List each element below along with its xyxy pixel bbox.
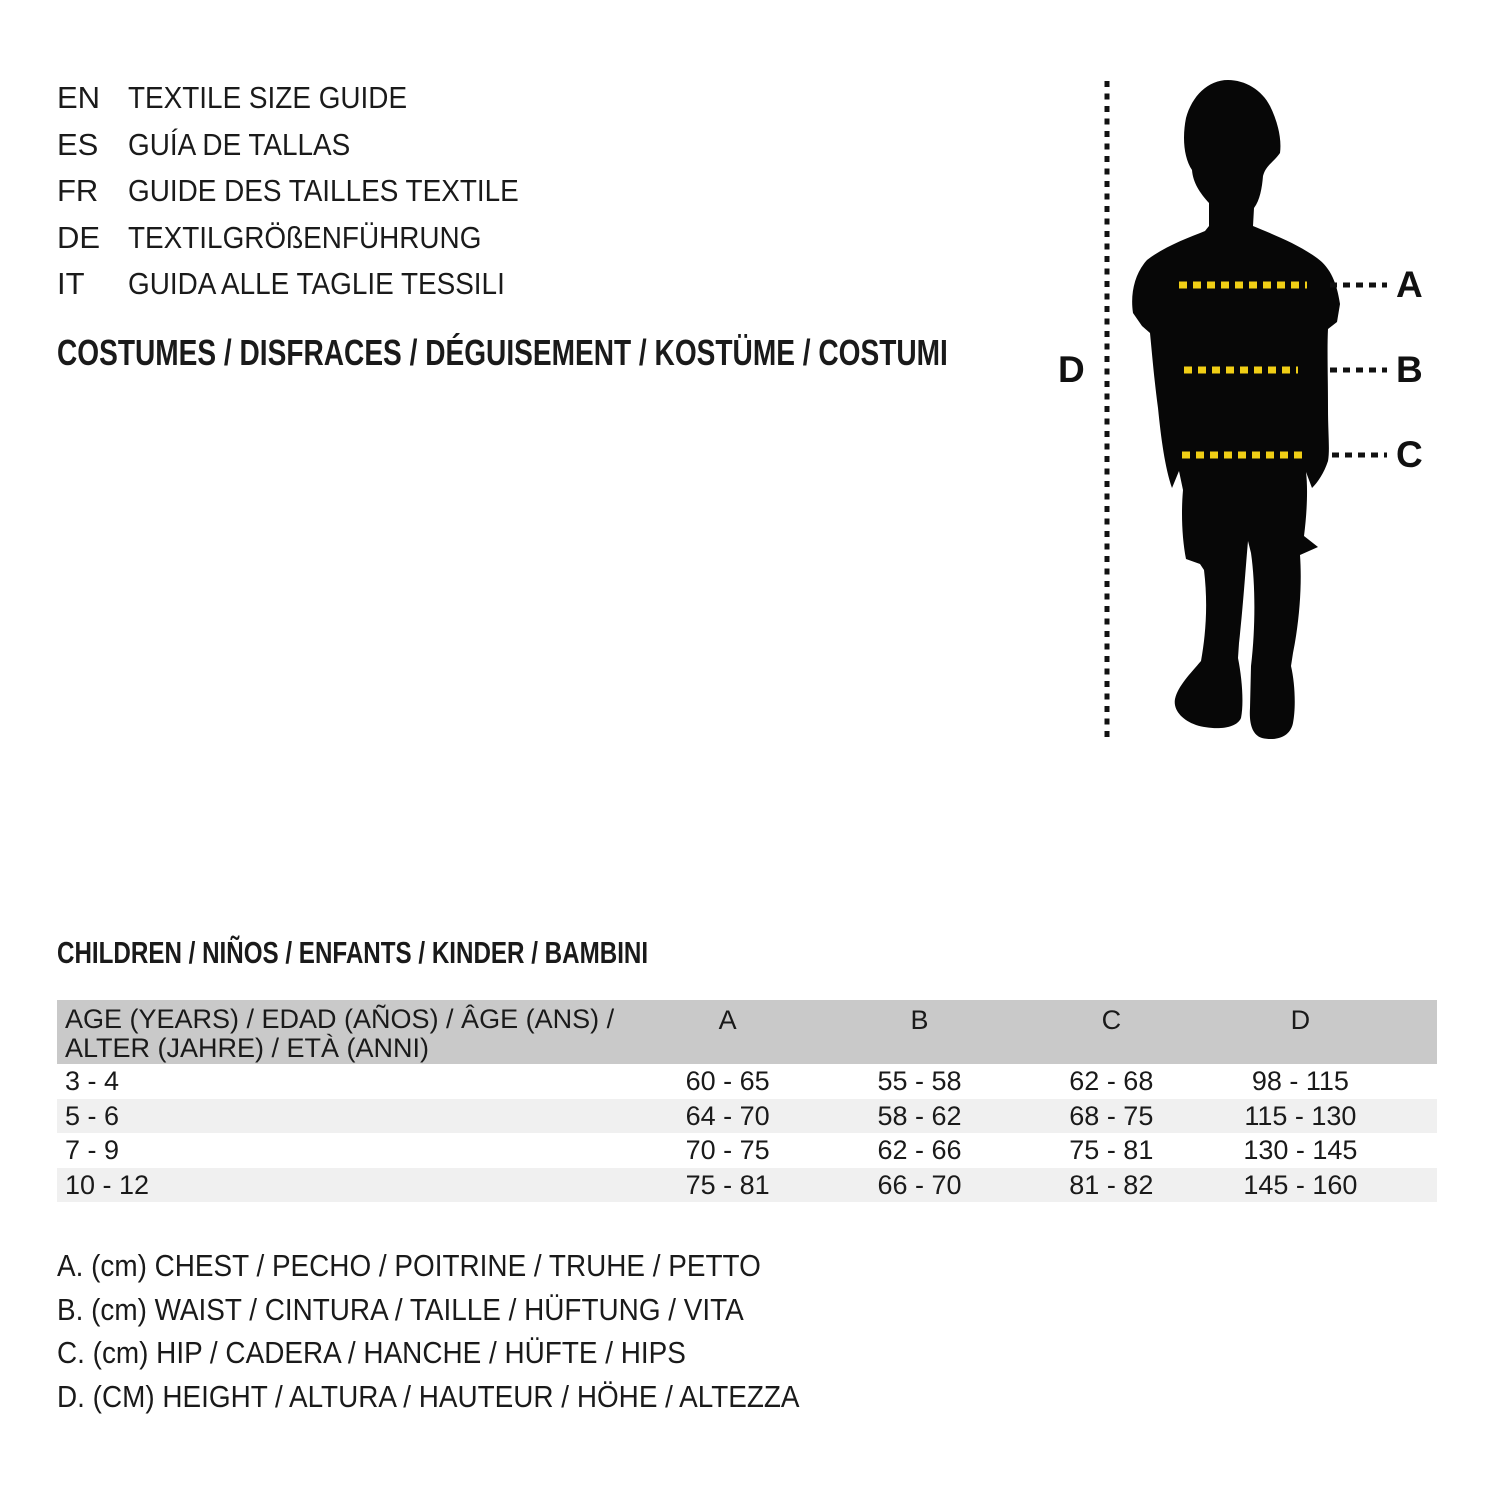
age-header-line1: AGE (YEARS) / EDAD (AÑOS) / ÂGE (ANS) / [65,1004,615,1034]
chest-range: 75 - 81 [685,1169,770,1200]
legend-item-height [57,1375,882,1419]
children-section-title [57,933,815,973]
child-silhouette-figure [1040,58,1460,758]
child-silhouette [1132,80,1340,739]
age-range: 3 - 4 [65,1066,120,1096]
language-title-list [57,75,562,308]
column-header-c: C [1101,1005,1122,1035]
column-header-b: B [910,1005,929,1035]
size-table-header [57,1000,1437,1064]
age-range: 10 - 12 [65,1169,150,1200]
guide-title-en: TEXTILE SIZE GUIDE [128,80,408,115]
legend-item-hip [57,1331,882,1375]
language-code: IT [57,266,85,301]
height-range: 115 - 130 [1244,1100,1357,1131]
children-size-table [57,1000,1437,1202]
waist-range: 55 - 58 [877,1066,962,1096]
guide-title-it: GUIDA ALLE TAGLIE TESSILI [128,266,505,301]
waist-range: 66 - 70 [877,1169,962,1200]
marker-label-a: A [1396,264,1423,305]
language-row-it [57,261,562,308]
legend-item-height-text: D. (CM) HEIGHT / ALTURA / HAUTEUR / HÖHE / ALTEZZA [57,1378,800,1414]
table-row [57,1064,1437,1099]
language-code: DE [57,219,101,255]
legend-item-hip-text: C. (cm) HIP / CADERA / HANCHE / HÜFTE / HIPS [57,1335,686,1370]
waist-range: 62 - 66 [877,1135,962,1165]
legend-item-chest-text: A. (cm) CHEST / PECHO / POITRINE / TRUHE / PETTO [57,1248,761,1283]
language-row-de [57,215,562,262]
hip-range: 81 - 82 [1069,1169,1154,1200]
column-header-d: D [1290,1005,1311,1035]
age-header-line2: ALTER (JAHRE) / ETÀ (ANNI) [65,1033,430,1063]
chest-range: 64 - 70 [685,1100,770,1131]
measurement-legend [57,1244,882,1418]
guide-title-es: GUÍA DE TALLAS [128,126,351,162]
column-header-a: A [718,1005,737,1035]
marker-label-c: C [1396,434,1423,475]
legend-item-waist [57,1288,882,1332]
marker-label-d: D [1058,349,1085,390]
table-row [57,1133,1437,1168]
waist-range: 58 - 62 [877,1100,962,1131]
height-range: 145 - 160 [1243,1169,1358,1200]
language-row-fr [57,168,562,215]
marker-label-b: B [1396,349,1423,390]
chest-range: 60 - 65 [685,1066,770,1096]
category-title-text: COSTUMES / DISFRACES / DÉGUISEMENT / KOSTÜME / COSTUMI [57,332,948,373]
hip-range: 62 - 68 [1069,1066,1154,1096]
language-code: ES [57,126,99,162]
language-row-en [57,75,562,122]
guide-title-de: TEXTILGRÖßENFÜHRUNG [128,219,482,255]
chest-range: 70 - 75 [685,1135,770,1165]
hip-range: 68 - 75 [1069,1100,1154,1131]
legend-item-chest [57,1244,882,1288]
language-row-es [57,122,562,169]
table-row [57,1168,1437,1203]
age-column-header [57,1000,1437,1063]
table-row [57,1099,1437,1134]
height-range: 130 - 145 [1243,1135,1358,1165]
language-code: EN [57,80,101,115]
hip-range: 75 - 81 [1069,1135,1154,1165]
category-title [57,331,1199,375]
children-section-title-text: CHILDREN / NIÑOS / ENFANTS / KINDER / BAMBINI [57,935,649,970]
language-code: FR [57,173,99,208]
height-range: 98 - 115 [1251,1066,1349,1096]
legend-item-waist-text: B. (cm) WAIST / CINTURA / TAILLE / HÜFTUNG / VITA [57,1291,744,1327]
guide-title-fr: GUIDE DES TAILLES TEXTILE [128,173,519,208]
age-range: 5 - 6 [65,1100,120,1131]
age-range: 7 - 9 [65,1135,120,1165]
